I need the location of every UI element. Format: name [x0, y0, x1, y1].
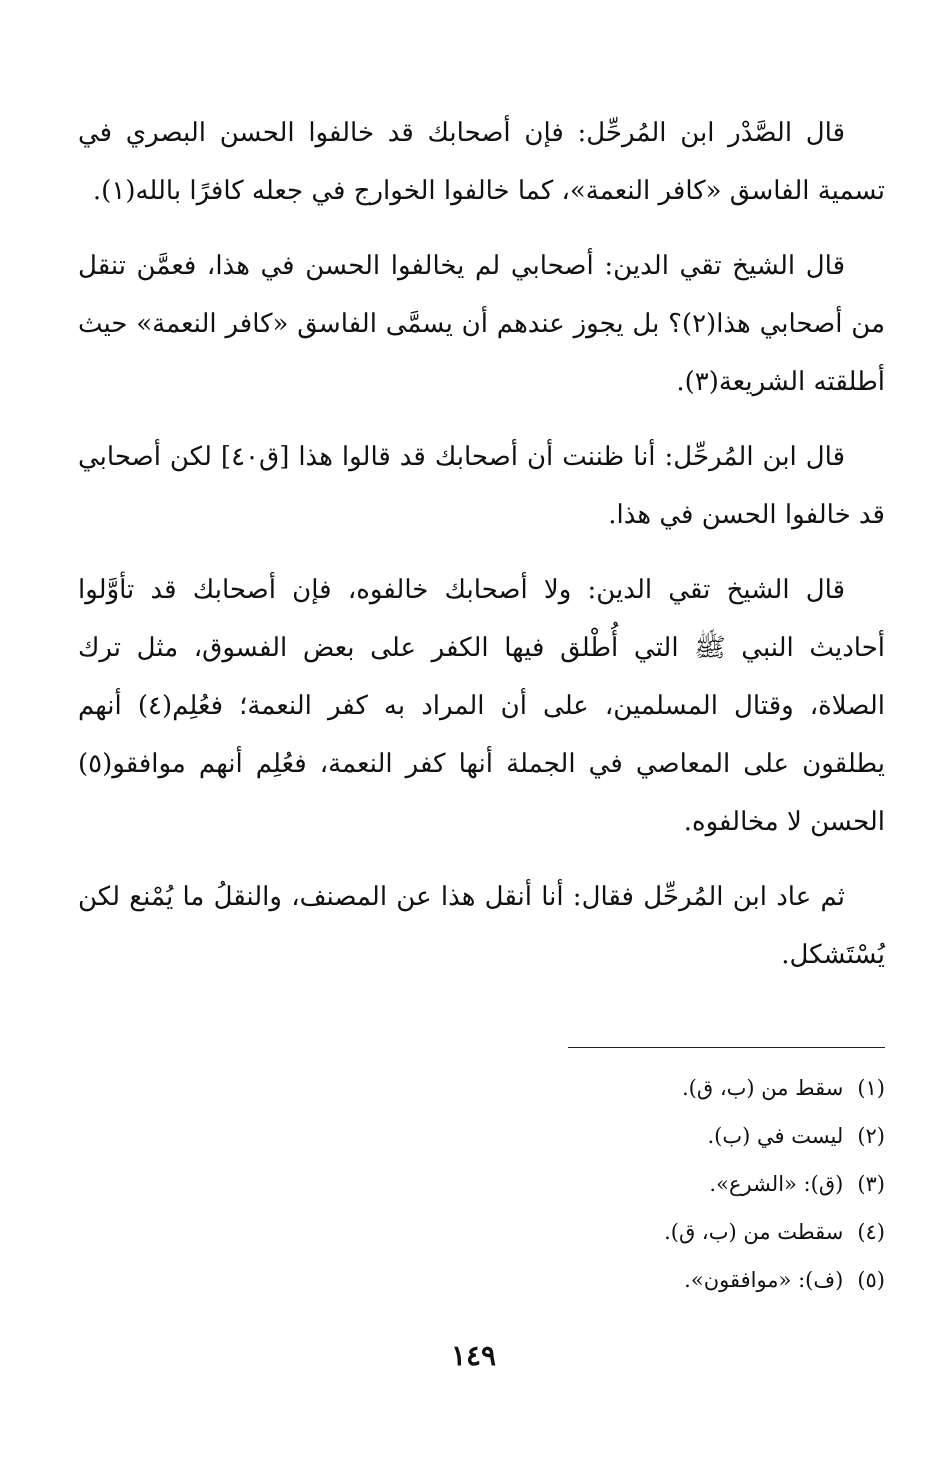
paragraph-1: قال الصَّدْر ابن المُرحِّل: فإن أصحابك قد خالفوا الحسن البصري في تسمية الفاسق «كافر النعمة»، كما خالفوا الخوارج في جعله كافرًا بالله(١).	[78, 118, 885, 206]
footnote-number: (٣)	[857, 1172, 885, 1196]
footnote-5	[500, 1256, 885, 1304]
footnote-number: (٥)	[857, 1268, 885, 1292]
footnote-text: (ق): «الشرع».	[709, 1172, 844, 1196]
paragraph-2: قال الشيخ تقي الدين: أصحابي لم يخالفوا الحسن في هذا، فعمَّن تنقل من أصحابي هذا(٢)؟ بل يجوز عندهم أن يسمَّى الفاسق «كافر النعمة» حيث أطلقته الشريعة(٣).	[78, 251, 886, 397]
footnote-text: (ف): «موافقون».	[684, 1268, 844, 1292]
footnote-number: (٤)	[857, 1220, 885, 1244]
footnotes	[500, 1064, 885, 1304]
footnote-2	[500, 1112, 885, 1160]
paragraph-4: قال الشيخ تقي الدين: ولا أصحابك خالفوه، فإن أصحابك قد تأوَّلوا أحاديث النبي ﷺ التي أُطْلق فيها الكفر على بعض الفسوق، مثل ترك الصلاة، وقتال المسلمين، على أن المراد به كفر النعمة؛ فعُلِم(٤) أنهم يطلقون على المعاصي في الجملة أنها كفر النعمة، فعُلِم أنهم موافقو(٥) الحسن لا مخالفوه.	[78, 575, 886, 837]
footnote-number: (٢)	[857, 1124, 885, 1148]
footnote-text: ليست في (ب).	[707, 1124, 844, 1148]
main-text	[78, 104, 885, 1001]
paragraph-3: قال ابن المُرحِّل: أنا ظننت أن أصحابك قد قالوا هذا [ق٤٠] لكن أصحابي قد خالفوا الحسن في هذا.	[78, 442, 885, 530]
page-number: ١٤٩	[450, 1339, 497, 1372]
footnote-text: سقطت من (ب، ق).	[664, 1220, 844, 1244]
footnote-number: (١)	[857, 1076, 885, 1100]
paragraph-5: ثم عاد ابن المُرحِّل فقال: أنا أنقل هذا عن المصنف، والنقلُ ما يُمْنع لكن يُسْتَشكل.	[78, 882, 885, 970]
footnote-1	[500, 1064, 885, 1112]
footnote-text: سقط من (ب، ق).	[681, 1076, 844, 1100]
footnote-divider	[568, 1047, 885, 1048]
footnote-4	[500, 1208, 885, 1256]
footnote-3	[500, 1160, 885, 1208]
